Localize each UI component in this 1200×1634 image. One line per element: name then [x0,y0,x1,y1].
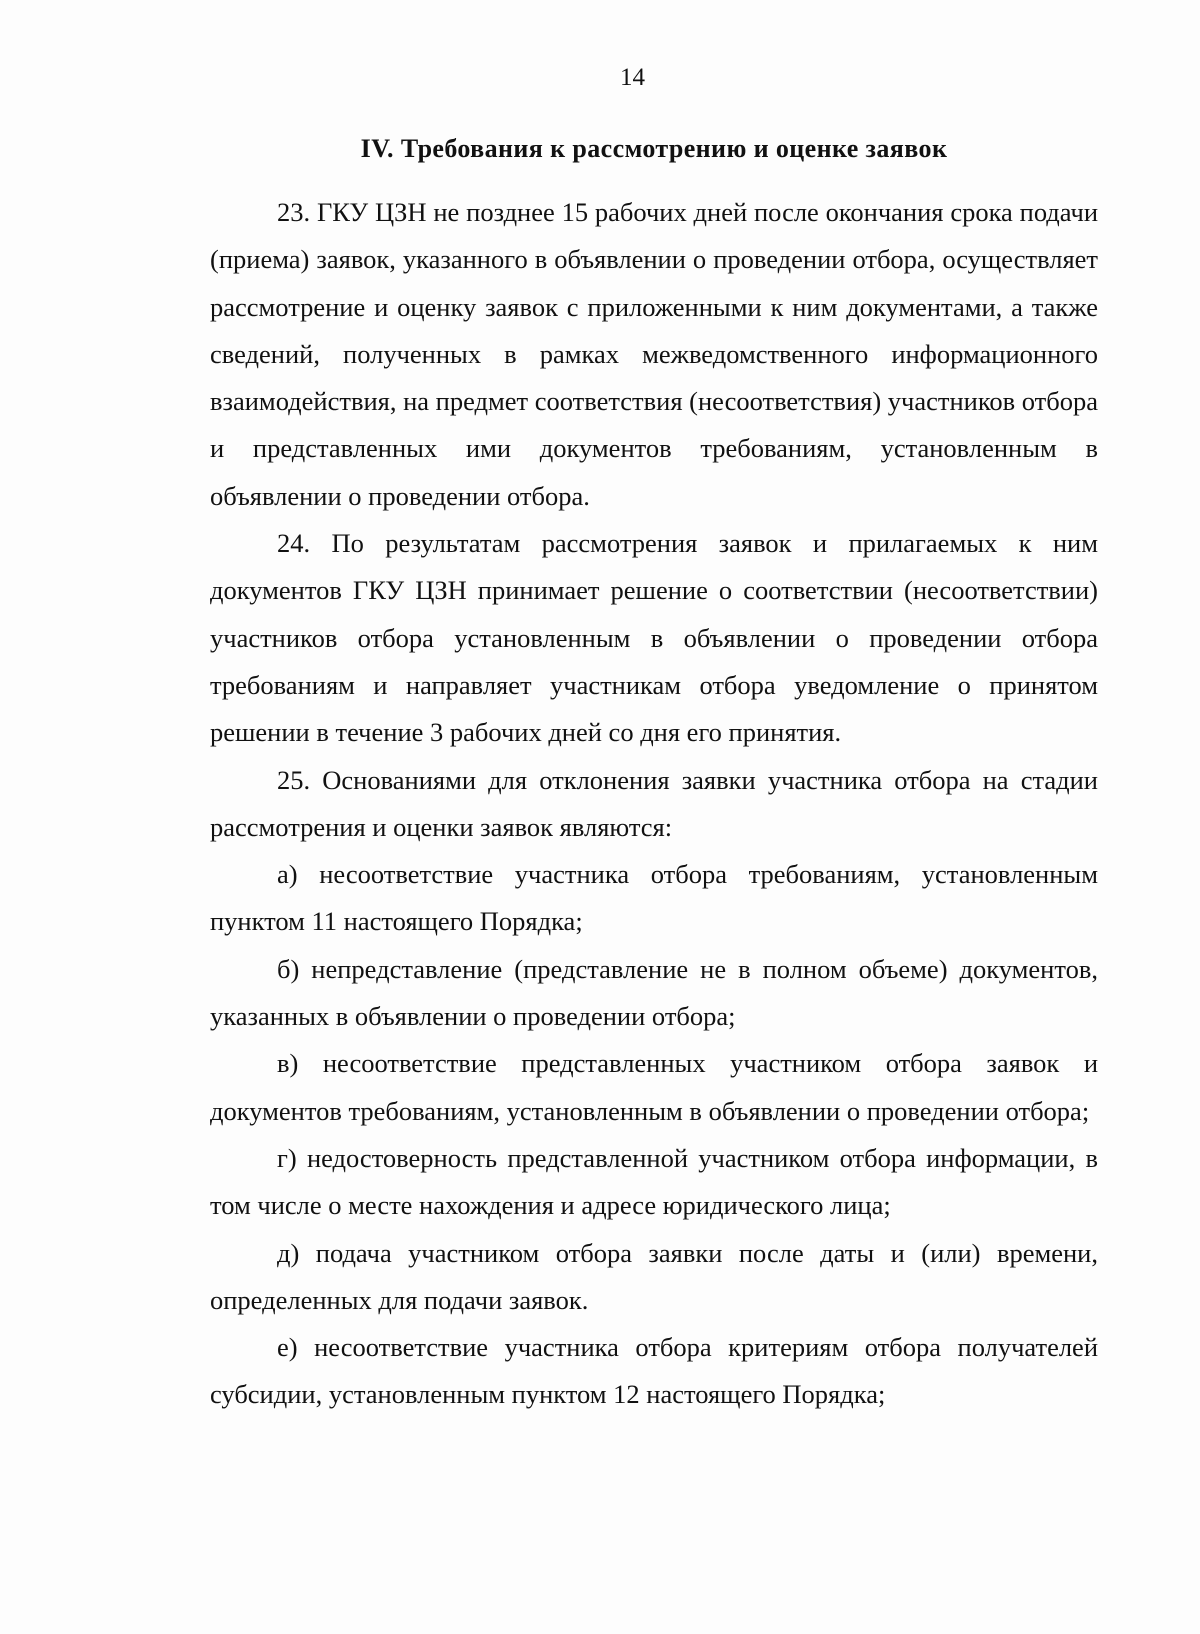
list-item-a: а) несоответствие участника отбора требованиям, установленным пунктом 11 настоящего Порядка; [210,859,1098,937]
list-item-e: е) несоответствие участника отбора критериям отбора получателей субсидии, установленным пунктом 12 настоящего Порядка; [210,1332,1098,1410]
paragraph-23: 23. ГКУ ЦЗН не позднее 15 рабочих дней после окончания срока подачи (приема) заявок, указанного в объявлении о проведении отбора, осуществляет рассмотрение и оценку заявок с приложенными к ним документами, а также сведений, полученных в рамках межведомственного информационного взаимодействия, на предмет соответствия (несоответствия) участников отбора и представленных ими документов требованиям, установленным в объявлении о проведении отбора. [210,197,1098,511]
list-item-v: в) несоответствие представленных участником отбора заявок и документов требованиям, установленным в объявлении о проведении отбора; [210,1048,1098,1126]
document-body [210,189,1098,1419]
page-number: 14 [620,64,645,91]
paragraph-25: 25. Основаниями для отклонения заявки участника отбора на стадии рассмотрения и оценки заявок являются: [210,764,1098,842]
list-item-d: д) подача участником отбора заявки после даты и (или) времени, определенных для подачи заявок. [210,1237,1098,1315]
section-title: IV. Требования к рассмотрению и оценке заявок [360,134,948,163]
paragraph-24: 24. По результатам рассмотрения заявок и прилагаемых к ним документов ГКУ ЦЗН принимает решение о соответствии (несоответствии) участников отбора установленным в объявлении о проведении отбора требованиям и направляет участникам отбора уведомление о принятом решении в течение 3 рабочих дней со дня его принятия. [210,528,1098,748]
list-item-g: г) недостоверность представленной участником отбора информации, в том числе о месте нахождения и адресе юридического лица; [210,1142,1098,1221]
list-item-b: б) непредставление (представление не в полном объеме) документов, указанных в объявлении о проведении отбора; [210,953,1098,1032]
